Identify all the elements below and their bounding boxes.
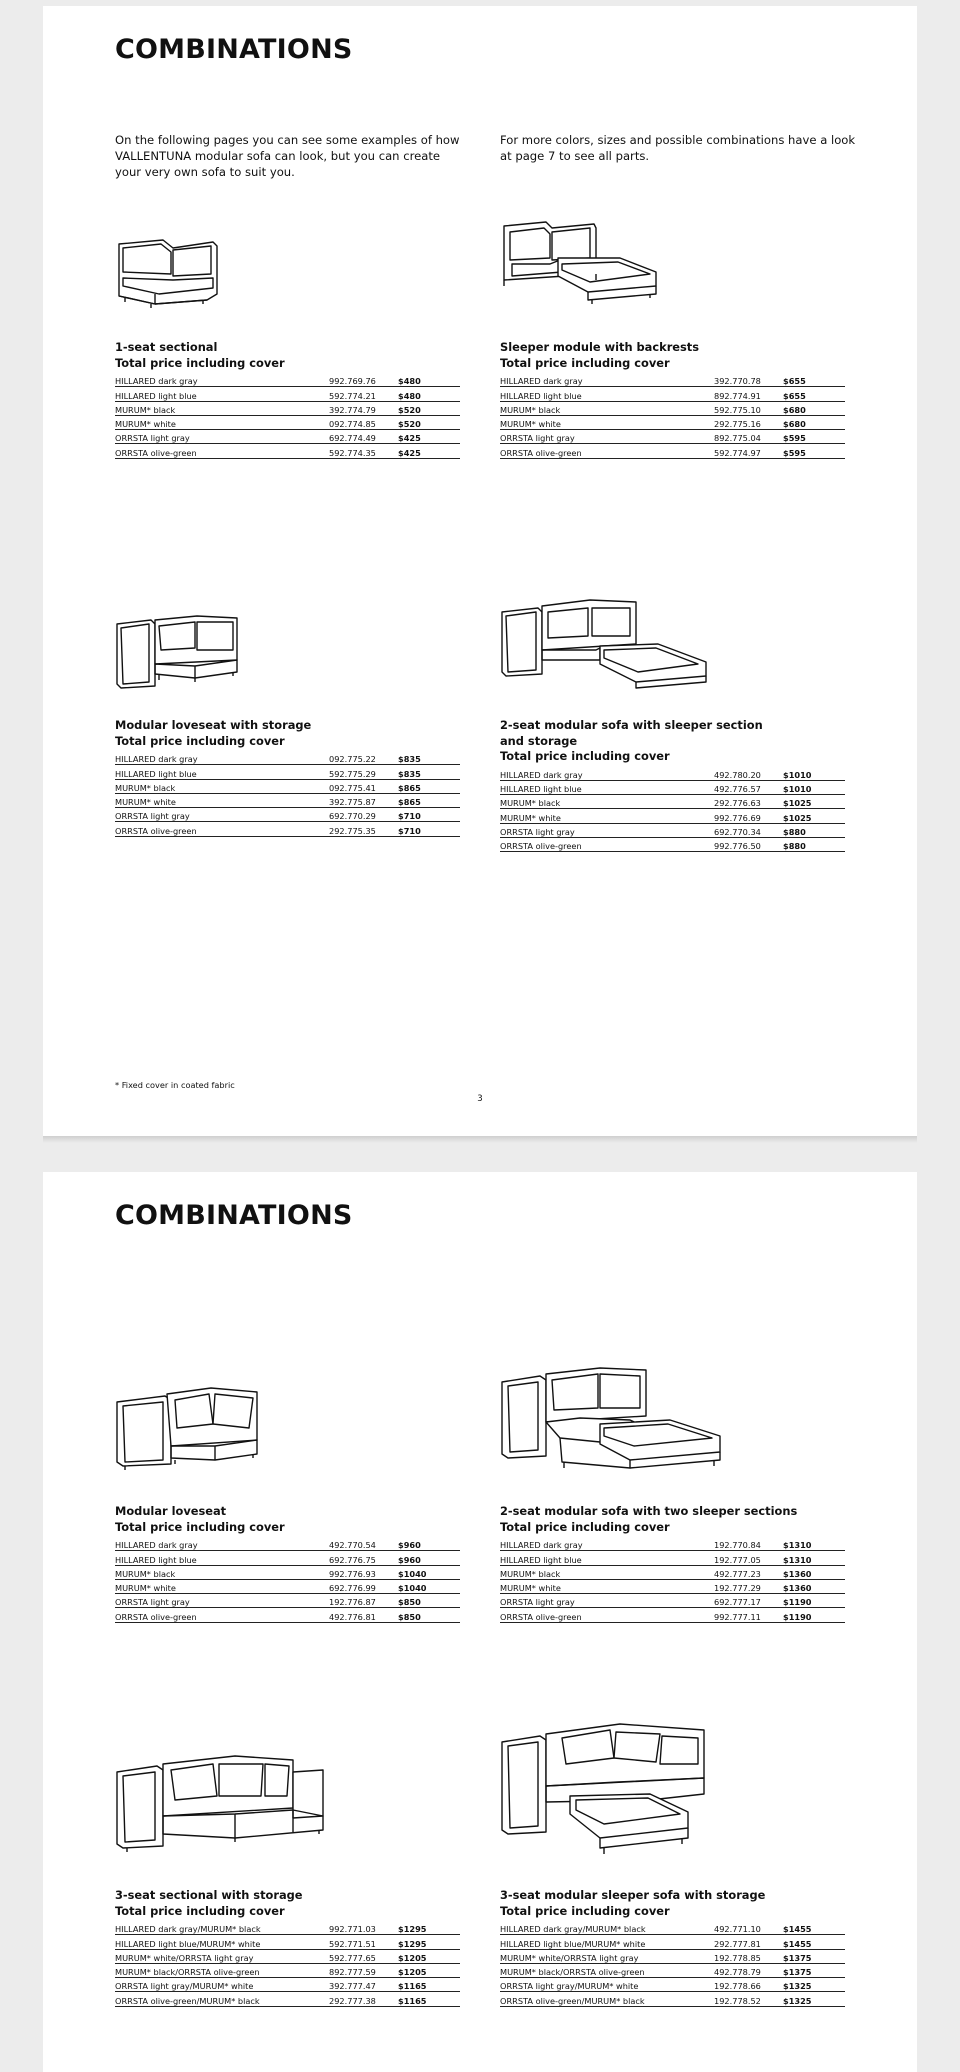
price-cell: $1310 — [783, 1537, 845, 1551]
price-row — [115, 1949, 460, 1963]
product-title: 3-seat sectional with storage — [115, 1888, 303, 1902]
price-cell: $960 — [398, 1537, 460, 1551]
price-cell: $1360 — [783, 1579, 845, 1593]
product-block-3-seat-storage — [115, 1888, 460, 2007]
article-number-cell: 592.774.21 — [329, 387, 398, 401]
article-number-cell: 292.777.38 — [329, 1992, 398, 2006]
2-seat-sleeper-storage-illustration — [500, 598, 712, 690]
color-name-cell: MURUM* black — [500, 1565, 714, 1579]
article-number-cell: 492.770.54 — [329, 1537, 398, 1551]
color-name-cell: HILLARED light blue/MURUM* white — [115, 1935, 329, 1949]
article-number-cell: 692.776.75 — [329, 1551, 398, 1565]
article-number-cell: 992.776.50 — [714, 837, 783, 851]
product-subtitle: Total price including cover — [115, 355, 285, 370]
price-row — [500, 780, 845, 794]
3-seat-storage-illustration — [115, 1752, 327, 1856]
price-row — [115, 1537, 460, 1551]
price-row — [115, 373, 460, 387]
article-number-cell: 092.775.41 — [329, 779, 398, 793]
page-divider — [43, 1136, 917, 1143]
price-row — [500, 1579, 845, 1593]
price-cell: $1360 — [783, 1565, 845, 1579]
color-name-cell: HILLARED light blue — [115, 1551, 329, 1565]
price-row — [500, 823, 845, 837]
price-cell: $880 — [783, 823, 845, 837]
color-name-cell: HILLARED dark gray — [115, 751, 329, 765]
price-cell: $1310 — [783, 1551, 845, 1565]
price-cell: $835 — [398, 751, 460, 765]
price-table — [500, 1537, 845, 1623]
price-row — [115, 415, 460, 429]
price-cell: $1040 — [398, 1565, 460, 1579]
color-name-cell: ORRSTA olive-green — [500, 837, 714, 851]
color-name-cell: HILLARED light blue — [115, 765, 329, 779]
price-table — [115, 1921, 460, 2007]
price-row — [115, 1579, 460, 1593]
color-name-cell: ORRSTA light gray/MURUM* white — [115, 1978, 329, 1992]
price-cell: $850 — [398, 1594, 460, 1608]
product-title: 1-seat sectional — [115, 340, 218, 354]
price-cell: $520 — [398, 415, 460, 429]
product-subtitle: Total price including cover — [500, 749, 670, 763]
price-row — [500, 1978, 845, 1992]
price-cell: $1455 — [783, 1921, 845, 1935]
color-name-cell: MURUM* white — [115, 1579, 329, 1593]
price-cell: $425 — [398, 430, 460, 444]
article-number-cell: 392.774.79 — [329, 401, 398, 415]
article-number-cell: 192.770.84 — [714, 1537, 783, 1551]
article-number-cell: 592.775.29 — [329, 765, 398, 779]
article-number-cell: 492.778.79 — [714, 1963, 783, 1977]
price-cell: $1165 — [398, 1978, 460, 1992]
price-row — [115, 401, 460, 415]
sleeper-module-illustration — [500, 220, 666, 308]
color-name-cell: HILLARED light blue/MURUM* white — [500, 1935, 714, 1949]
article-number-cell: 692.777.17 — [714, 1594, 783, 1608]
color-name-cell: HILLARED light blue — [500, 387, 714, 401]
intro-left-text: On the following pages you can see some examples of how VALLENTUNA modular sofa can look, but you can create your very own sofa to suit you. — [115, 133, 460, 179]
modular-loveseat-illustration — [115, 1384, 265, 1474]
article-number-cell: 292.777.81 — [714, 1935, 783, 1949]
product-title: 2-seat modular sofa with two sleeper sections — [500, 1504, 798, 1518]
product-block-2-seat-sleeper-storage — [500, 718, 845, 852]
price-cell: $1025 — [783, 809, 845, 823]
price-row — [115, 430, 460, 444]
footnote: * Fixed cover in coated fabric — [115, 1080, 235, 1090]
color-name-cell: ORRSTA light gray — [500, 823, 714, 837]
color-name-cell: ORRSTA olive-green — [115, 1608, 329, 1622]
color-name-cell: MURUM* white/ORRSTA light gray — [115, 1949, 329, 1963]
color-name-cell: ORRSTA light gray — [500, 1594, 714, 1608]
price-cell: $655 — [783, 387, 845, 401]
2-seat-two-sleepers-illustration — [500, 1364, 728, 1476]
price-cell: $1190 — [783, 1594, 845, 1608]
article-number-cell: 992.769.76 — [329, 373, 398, 387]
price-cell: $1375 — [783, 1949, 845, 1963]
price-cell: $595 — [783, 444, 845, 458]
price-row — [500, 1949, 845, 1963]
price-row — [500, 1608, 845, 1622]
article-number-cell: 192.777.05 — [714, 1551, 783, 1565]
page-number: 3 — [477, 1094, 483, 1104]
price-row — [115, 1992, 460, 2006]
product-title: Modular loveseat — [115, 1504, 227, 1518]
article-number-cell: 392.770.78 — [714, 373, 783, 387]
article-number-cell: 292.775.16 — [714, 415, 783, 429]
color-name-cell: MURUM* white — [500, 1579, 714, 1593]
price-row — [115, 387, 460, 401]
price-cell: $1040 — [398, 1579, 460, 1593]
article-number-cell: 492.776.57 — [714, 780, 783, 794]
price-row — [500, 1594, 845, 1608]
catalog-page-3 — [43, 6, 917, 1136]
price-row — [500, 809, 845, 823]
price-cell: $960 — [398, 1551, 460, 1565]
color-name-cell: MURUM* black — [115, 401, 329, 415]
price-table — [500, 1921, 845, 2007]
color-name-cell: ORRSTA olive-green/MURUM* black — [115, 1992, 329, 2006]
color-name-cell: ORRSTA light gray — [115, 1594, 329, 1608]
product-block-loveseat-storage — [115, 718, 460, 837]
price-row — [500, 1921, 845, 1935]
intro-right-text: For more colors, sizes and possible combinations have a look at page 7 to see all parts. — [500, 133, 856, 163]
price-cell: $850 — [398, 1608, 460, 1622]
price-cell: $1165 — [398, 1992, 460, 2006]
product-block-modular-loveseat — [115, 1504, 460, 1623]
article-number-cell: 992.776.69 — [714, 809, 783, 823]
price-cell: $710 — [398, 822, 460, 836]
article-number-cell: 992.776.93 — [329, 1565, 398, 1579]
color-name-cell: MURUM* white/ORRSTA light gray — [500, 1949, 714, 1963]
price-cell: $480 — [398, 387, 460, 401]
color-name-cell: ORRSTA olive-green — [500, 1608, 714, 1622]
product-block-sleeper-module — [500, 340, 845, 459]
article-number-cell: 592.774.35 — [329, 444, 398, 458]
article-number-cell: 192.778.66 — [714, 1978, 783, 1992]
price-cell: $595 — [783, 430, 845, 444]
price-row — [500, 373, 845, 387]
price-row — [500, 444, 845, 458]
loveseat-storage-illustration — [115, 614, 245, 692]
article-number-cell: 092.774.85 — [329, 415, 398, 429]
price-cell: $655 — [783, 373, 845, 387]
product-block-1-seat-sectional — [115, 340, 460, 459]
price-row — [115, 1565, 460, 1579]
article-number-cell: 592.771.51 — [329, 1935, 398, 1949]
product-subtitle: Total price including cover — [500, 355, 670, 370]
price-row — [115, 1594, 460, 1608]
color-name-cell: HILLARED dark gray — [500, 767, 714, 781]
price-cell: $1295 — [398, 1935, 460, 1949]
price-cell: $1010 — [783, 780, 845, 794]
product-subtitle: Total price including cover — [115, 1519, 285, 1534]
price-row — [500, 1565, 845, 1579]
price-cell: $865 — [398, 793, 460, 807]
article-number-cell: 292.775.35 — [329, 822, 398, 836]
product-subtitle: Total price including cover — [115, 1903, 285, 1918]
catalog-page-4 — [43, 1172, 917, 2072]
price-table — [115, 373, 460, 459]
price-row — [115, 1935, 460, 1949]
price-row — [115, 822, 460, 836]
color-name-cell: MURUM* white — [115, 793, 329, 807]
article-number-cell: 492.771.10 — [714, 1921, 783, 1935]
color-name-cell: HILLARED dark gray — [500, 1537, 714, 1551]
page-heading: COMBINATIONS — [115, 34, 353, 65]
color-name-cell: HILLARED light blue — [500, 1551, 714, 1565]
price-cell: $1375 — [783, 1963, 845, 1977]
price-cell: $1205 — [398, 1963, 460, 1977]
product-subtitle: Total price including cover — [500, 1903, 670, 1918]
color-name-cell: MURUM* black — [115, 779, 329, 793]
color-name-cell: MURUM* black — [115, 1565, 329, 1579]
price-cell: $710 — [398, 808, 460, 822]
price-row — [500, 401, 845, 415]
color-name-cell: HILLARED dark gray — [500, 373, 714, 387]
product-subtitle: Total price including cover — [115, 733, 285, 748]
product-block-2-seat-two-sleepers — [500, 1504, 845, 1623]
color-name-cell: ORRSTA olive-green — [500, 444, 714, 458]
product-subtitle: Total price including cover — [500, 1519, 670, 1534]
color-name-cell: ORRSTA light gray — [115, 808, 329, 822]
color-name-cell: HILLARED dark gray/MURUM* black — [115, 1921, 329, 1935]
color-name-cell: ORRSTA olive-green/MURUM* black — [500, 1992, 714, 2006]
article-number-cell: 692.776.99 — [329, 1579, 398, 1593]
article-number-cell: 192.778.52 — [714, 1992, 783, 2006]
price-row — [115, 1608, 460, 1622]
article-number-cell: 692.770.29 — [329, 808, 398, 822]
article-number-cell: 992.777.11 — [714, 1608, 783, 1622]
price-cell: $1455 — [783, 1935, 845, 1949]
price-row — [500, 415, 845, 429]
price-cell: $1025 — [783, 795, 845, 809]
price-table — [115, 751, 460, 837]
price-table — [500, 373, 845, 459]
price-row — [115, 779, 460, 793]
article-number-cell: 392.775.87 — [329, 793, 398, 807]
article-number-cell: 492.777.23 — [714, 1565, 783, 1579]
price-row — [115, 751, 460, 765]
color-name-cell: ORRSTA light gray/MURUM* white — [500, 1978, 714, 1992]
color-name-cell: MURUM* black/ORRSTA olive-green — [115, 1963, 329, 1977]
color-name-cell: HILLARED dark gray/MURUM* black — [500, 1921, 714, 1935]
price-row — [500, 1551, 845, 1565]
article-number-cell: 392.777.47 — [329, 1978, 398, 1992]
color-name-cell: HILLARED light blue — [115, 387, 329, 401]
page-heading: COMBINATIONS — [115, 1200, 353, 1231]
price-cell: $1325 — [783, 1992, 845, 2006]
price-cell: $1190 — [783, 1608, 845, 1622]
price-cell: $865 — [398, 779, 460, 793]
color-name-cell: ORRSTA olive-green — [115, 444, 329, 458]
article-number-cell: 492.780.20 — [714, 767, 783, 781]
color-name-cell: ORRSTA light gray — [500, 430, 714, 444]
price-cell: $680 — [783, 415, 845, 429]
price-row — [500, 1935, 845, 1949]
price-table — [500, 767, 845, 853]
price-cell: $520 — [398, 401, 460, 415]
color-name-cell: HILLARED light blue — [500, 780, 714, 794]
price-cell: $1325 — [783, 1978, 845, 1992]
3-seat-sleeper-storage-illustration — [500, 1720, 714, 1860]
price-table — [115, 1537, 460, 1623]
article-number-cell: 892.777.59 — [329, 1963, 398, 1977]
product-block-3-seat-sleeper-storage — [500, 1888, 845, 2007]
article-number-cell: 892.774.91 — [714, 387, 783, 401]
price-cell: $1205 — [398, 1949, 460, 1963]
color-name-cell: ORRSTA olive-green — [115, 822, 329, 836]
price-row — [115, 1551, 460, 1565]
article-number-cell: 492.776.81 — [329, 1608, 398, 1622]
price-row — [500, 387, 845, 401]
color-name-cell: ORRSTA light gray — [115, 430, 329, 444]
price-row — [115, 1963, 460, 1977]
price-row — [115, 1978, 460, 1992]
article-number-cell: 592.774.97 — [714, 444, 783, 458]
price-row — [500, 837, 845, 851]
price-row — [500, 795, 845, 809]
price-cell: $480 — [398, 373, 460, 387]
price-row — [500, 1992, 845, 2006]
price-row — [500, 430, 845, 444]
price-cell: $835 — [398, 765, 460, 779]
article-number-cell: 592.775.10 — [714, 401, 783, 415]
price-row — [115, 444, 460, 458]
color-name-cell: MURUM* white — [115, 415, 329, 429]
color-name-cell: MURUM* white — [500, 809, 714, 823]
price-row — [115, 765, 460, 779]
price-cell: $680 — [783, 401, 845, 415]
article-number-cell: 692.770.34 — [714, 823, 783, 837]
price-row — [115, 808, 460, 822]
price-cell: $425 — [398, 444, 460, 458]
price-row — [500, 1963, 845, 1977]
article-number-cell: 892.775.04 — [714, 430, 783, 444]
article-number-cell: 192.776.87 — [329, 1594, 398, 1608]
product-title: 2-seat modular sofa with sleeper section and storage — [500, 718, 763, 748]
color-name-cell: MURUM* black — [500, 401, 714, 415]
article-number-cell: 292.776.63 — [714, 795, 783, 809]
article-number-cell: 692.774.49 — [329, 430, 398, 444]
1-seat-sectional-illustration — [115, 234, 225, 318]
product-title: Sleeper module with backrests — [500, 340, 700, 354]
price-row — [500, 1537, 845, 1551]
price-cell: $880 — [783, 837, 845, 851]
article-number-cell: 992.771.03 — [329, 1921, 398, 1935]
price-cell: $1295 — [398, 1921, 460, 1935]
product-title: 3-seat modular sleeper sofa with storage — [500, 1888, 766, 1902]
article-number-cell: 092.775.22 — [329, 751, 398, 765]
price-cell: $1010 — [783, 767, 845, 781]
color-name-cell: MURUM* white — [500, 415, 714, 429]
price-row — [115, 1921, 460, 1935]
price-row — [500, 767, 845, 781]
color-name-cell: MURUM* black — [500, 795, 714, 809]
article-number-cell: 192.778.85 — [714, 1949, 783, 1963]
article-number-cell: 192.777.29 — [714, 1579, 783, 1593]
article-number-cell: 592.777.65 — [329, 1949, 398, 1963]
color-name-cell: MURUM* black/ORRSTA olive-green — [500, 1963, 714, 1977]
color-name-cell: HILLARED dark gray — [115, 373, 329, 387]
color-name-cell: HILLARED dark gray — [115, 1537, 329, 1551]
product-title: Modular loveseat with storage — [115, 718, 312, 732]
price-row — [115, 793, 460, 807]
